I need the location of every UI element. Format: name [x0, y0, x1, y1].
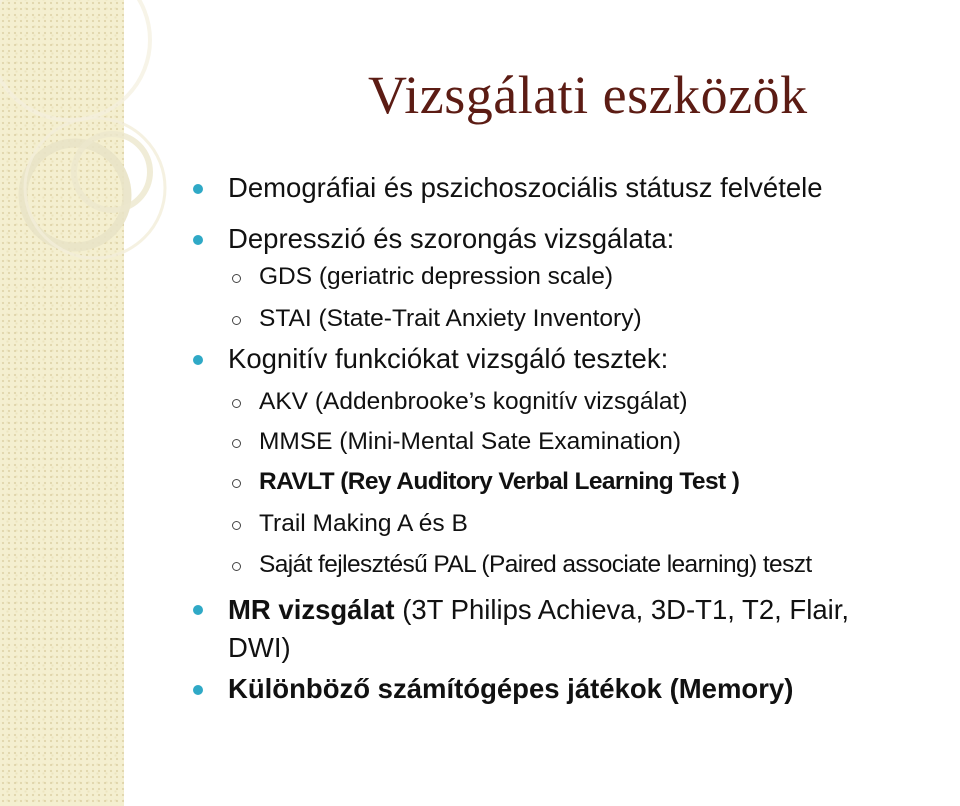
list-item: MR vizsgálat (3T Philips Achieva, 3D-T1, T2, Flair, DWI)	[228, 591, 849, 667]
bullet-dot-icon	[193, 184, 203, 194]
bullet-ring-icon	[232, 399, 241, 408]
list-item: GDS (geriatric depression scale)	[259, 263, 613, 291]
list-item: Különböző számítógépes játékok (Memory)	[228, 673, 793, 705]
list-item: Depresszió és szorongás vizsgálata:	[228, 223, 674, 255]
list-item: Trail Making A és B	[259, 510, 468, 538]
decorative-circles	[0, 0, 260, 330]
bullet-dot-icon	[193, 235, 203, 245]
list-item: RAVLT (Rey Auditory Verbal Learning Test )	[259, 468, 739, 496]
slide-title: Vizsgálati eszközök	[368, 65, 808, 125]
list-item: Kognitív funkciókat vizsgáló tesztek:	[228, 343, 668, 375]
bullet-dot-icon	[193, 605, 203, 615]
bullet-ring-icon	[232, 274, 241, 283]
bullet-ring-icon	[232, 562, 241, 571]
bullet-ring-icon	[232, 316, 241, 325]
list-item: AKV (Addenbrooke’s kognitív vizsgálat)	[259, 388, 688, 416]
list-item: Saját fejlesztésű PAL (Paired associate learning) teszt	[259, 551, 812, 579]
bullet-ring-icon	[232, 479, 241, 488]
bullet-ring-icon	[232, 439, 241, 448]
list-item: STAI (State-Trait Anxiety Inventory)	[259, 305, 642, 333]
list-item: MMSE (Mini-Mental Sate Examination)	[259, 428, 681, 456]
bullet-dot-icon	[193, 355, 203, 365]
bullet-ring-icon	[232, 521, 241, 530]
bullet-dot-icon	[193, 685, 203, 695]
list-item: Demográfiai és pszichoszociális státusz felvétele	[228, 172, 823, 204]
